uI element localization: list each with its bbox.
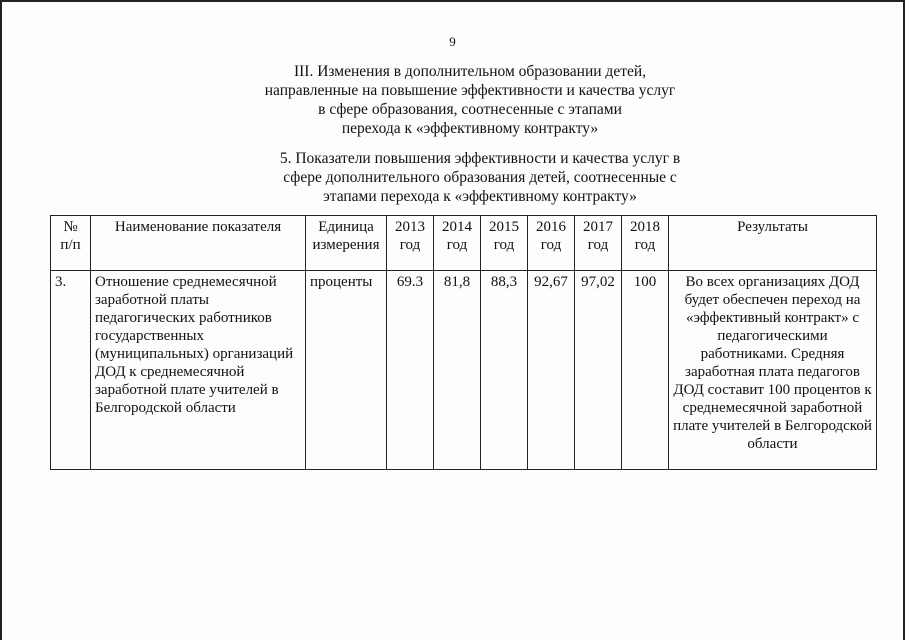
header-year-value: 2014	[442, 219, 472, 235]
table-heading-line: 5. Показатели повышения эффективности и качества услуг в	[279, 150, 681, 167]
header-year-value: 2017	[583, 219, 613, 235]
header-year-value: 2016	[536, 219, 566, 235]
header-num-line: №	[63, 219, 78, 235]
header-unit-line: Единица	[318, 219, 374, 235]
table-heading-line: сфере дополнительного образования детей, соотнесенные с	[283, 169, 677, 186]
header-year-suffix: год	[399, 237, 421, 253]
table-row	[51, 271, 877, 470]
header-year-2018	[622, 216, 669, 271]
indicator-name: Отношение среднемесячной заработной платы педагогических работников государственных (муниципальных) организаций ДОД к среднемесячной заработной плате учителей в Белгородской области	[91, 271, 306, 470]
indicator-results: Во всех организациях ДОД будет обеспечен переход на «эффективный контракт» с педагогическими работниками. Средняя заработная плата педагогов ДОД составит 100 процентов к среднемесячной заработной плате учителей в Белгородской области	[669, 271, 877, 470]
header-year-2013	[387, 216, 434, 271]
header-unit	[306, 216, 387, 271]
header-indicator-name: Наименование показателя	[91, 216, 306, 271]
header-year-suffix: год	[540, 237, 562, 253]
table-heading-line: этапами перехода к «эффективному контракту»	[323, 188, 637, 205]
section-heading-line: в сфере образования, соотнесенные с этапами	[318, 101, 622, 118]
section-heading-line: III. Изменения в дополнительном образовании детей,	[293, 63, 647, 80]
row-number: 3.	[51, 271, 91, 470]
table-heading	[180, 149, 780, 206]
scan-border-left	[0, 0, 2, 640]
header-year-value: 2015	[489, 219, 519, 235]
section-heading-line: направленные на повышение эффективности и качества услуг	[264, 82, 676, 99]
page-number: 9	[449, 34, 456, 49]
header-year-suffix: год	[446, 237, 468, 253]
header-year-2017	[575, 216, 622, 271]
header-year-2015	[481, 216, 528, 271]
header-results: Результаты	[669, 216, 877, 271]
value-2015: 88,3	[481, 271, 528, 470]
table-header-row	[51, 216, 877, 271]
header-year-suffix: год	[634, 237, 656, 253]
indicators-table	[50, 215, 877, 470]
value-2014: 81,8	[434, 271, 481, 470]
header-year-2014	[434, 216, 481, 271]
header-year-suffix: год	[587, 237, 609, 253]
scan-border-top	[0, 0, 905, 2]
header-year-suffix: год	[493, 237, 515, 253]
value-2017: 97,02	[575, 271, 622, 470]
header-year-2016	[528, 216, 575, 271]
indicator-unit: проценты	[306, 271, 387, 470]
value-2013: 69.3	[387, 271, 434, 470]
value-2018: 100	[622, 271, 669, 470]
section-heading-line: перехода к «эффективному контракту»	[341, 120, 599, 137]
header-num-line: п/п	[60, 237, 81, 253]
section-heading	[170, 62, 770, 138]
header-year-value: 2018	[630, 219, 660, 235]
header-unit-line: измерения	[312, 237, 380, 253]
header-year-value: 2013	[395, 219, 425, 235]
header-num	[51, 216, 91, 271]
value-2016: 92,67	[528, 271, 575, 470]
